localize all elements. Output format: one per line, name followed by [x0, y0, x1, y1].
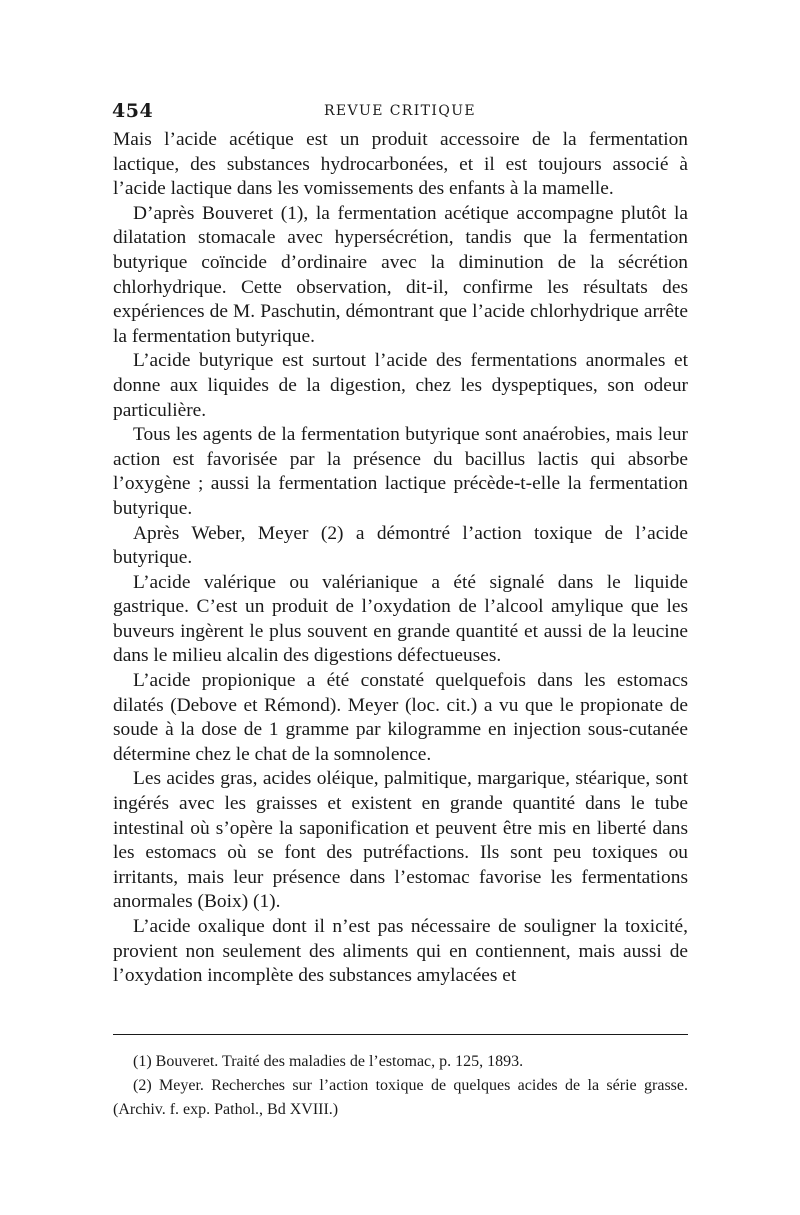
body-text — [113, 128, 688, 989]
paragraph-weber-meyer: Après Weber, Meyer (2) a démontré l’action toxique de l’acide butyrique. — [113, 522, 688, 569]
paragraph-valeric-acid: L’acide valérique ou valérianique a été signalé dans le liquide gastrique. C’est un produit de l’oxydation de l’alcool amylique que les buveurs ingèrent le plus souvent en grande quantité et aussi de la leucine dans le milieu alcalin des digestions défectueuses. — [113, 571, 688, 667]
footnotes — [113, 1050, 688, 1122]
paragraph-acetic-acid: Mais l’acide acétique est un produit accessoire de la fermentation lactique, des substances hydrocarbonées, et il est toujours associé à l’acide lactique dans les vomissements des enfants à la mamelle. — [113, 129, 688, 200]
paragraph-butyric-acid: L’acide butyrique est surtout l’acide des fermentations anormales et donne aux liquides de la digestion, chez les dyspeptiques, son odeur particulière. — [113, 350, 688, 421]
paragraph-oxalic-acid: L’acide oxalique dont il n’est pas nécessaire de souligner la toxicité, provient non seulement des aliments qui en contiennent, mais aussi de l’oxydation incomplète des substances amylacées et — [113, 916, 688, 987]
footnote-2: (2) Meyer. Recherches sur l’action toxique de quelques acides de la série grasse. (Archiv. f. exp. Pathol., Bd XVIII.) — [113, 1077, 688, 1118]
journal-title: REVUE CRITIQUE — [323, 103, 477, 119]
page-number: 454 — [112, 100, 154, 122]
paragraph-propionic-acid: L’acide propionique a été constaté quelquefois dans les estomacs dilatés (Debove et Rémond). Meyer (loc. cit.) a vu que le propionate de soude à la dose de 1 gramme par kilogramme en injection sous-cutanée détermine chez le chat de la somnolence. — [113, 670, 688, 765]
footnote-divider — [113, 1034, 688, 1035]
paragraph-anaerobes: Tous les agents de la fermentation butyrique sont anaérobies, mais leur action est favorisée par la présence du bacillus lactis qui absorbe l’oxygène ; aussi la fermentation lactique précède-t-elle la fermentation butyrique. — [113, 424, 688, 519]
paragraph-fatty-acids: Les acides gras, acides oléique, palmitique, margarique, stéarique, sont ingérés avec les graisses et existent en grande quantité dans le tube intestinal où s’opère la saponification et peuvent être mis en liberté dans les estomacs où se font des putréfactions. Ils sont peu toxiques ou irritants, mais leur présence dans l’estomac favorise les fermentations anormales (Boix) (1). — [113, 768, 688, 913]
footnote-1: (1) Bouveret. Traité des maladies de l’estomac, p. 125, 1893. — [133, 1053, 524, 1070]
paragraph-bouveret: D’après Bouveret (1), la fermentation acétique accompagne plutôt la dilatation stomacale avec hypersécrétion, tandis que la fermentation butyrique coïncide d’ordinaire avec la diminution de la sécrétion chlorhydrique. Cette observation, dit-il, confirme les résultats des expériences de M. Paschutin, démontrant que l’acide chlorhydrique arrête la fermentation butyrique. — [113, 202, 688, 347]
running-head — [112, 100, 688, 124]
